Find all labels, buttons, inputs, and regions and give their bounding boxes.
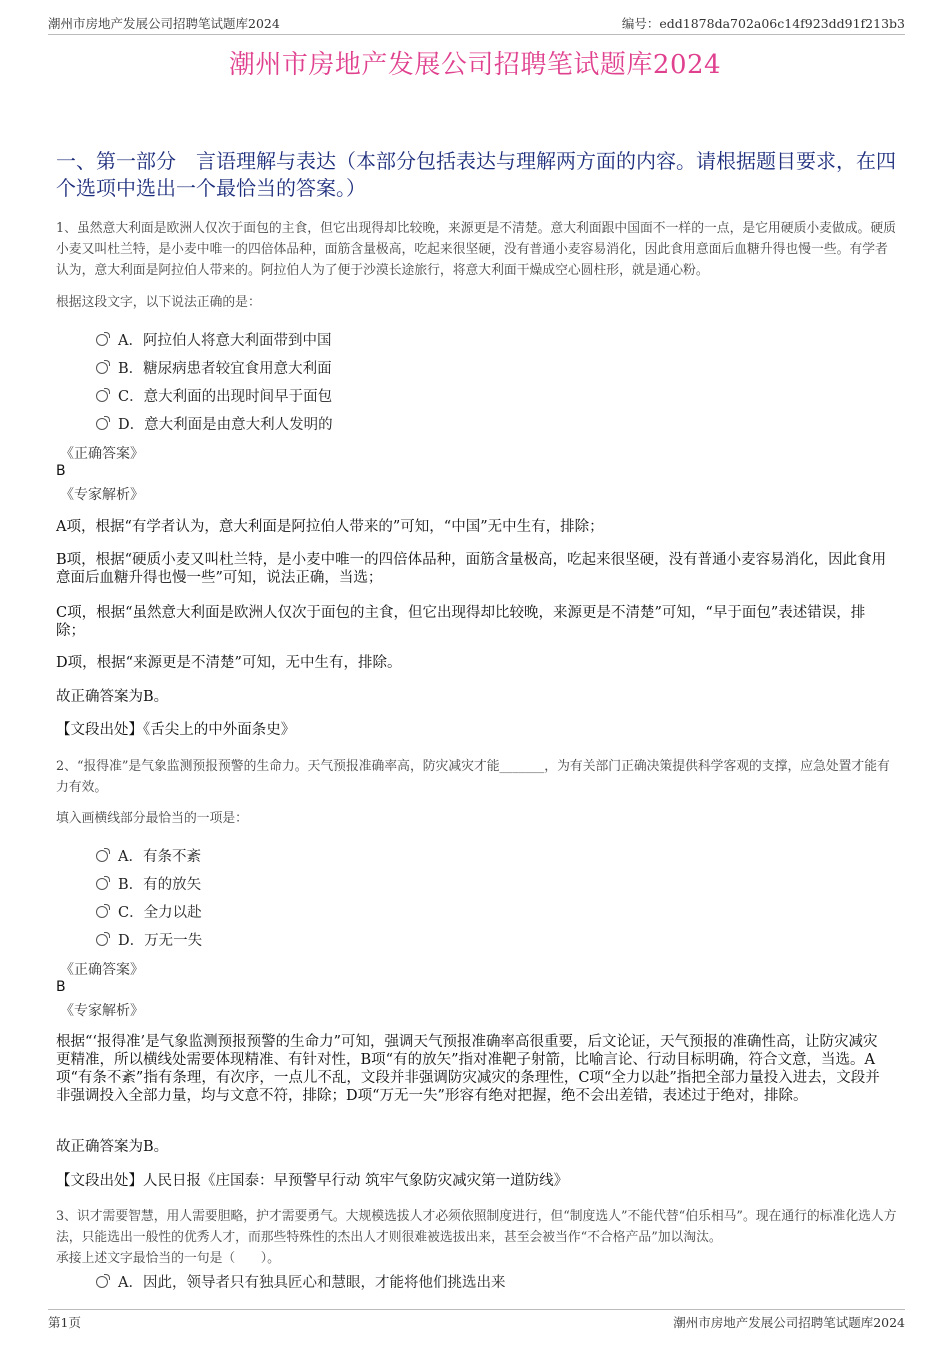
q1-analysis-a: A项，根据“有学者认为，意大利面是阿拉伯人带来的”可知，“中国”无中生有，排除； <box>56 519 604 535</box>
q1-source: 【文段出处】《舌尖上的中外面条史》 <box>56 722 296 738</box>
q1-analysis-label: 《专家解析》 <box>60 487 144 503</box>
radio-icon[interactable] <box>96 906 108 918</box>
header-doc-id: 编号：edd1878da702a06c14f923dd91f213b3 <box>621 16 905 31</box>
header-divider <box>48 34 905 35</box>
radio-icon[interactable] <box>96 334 108 346</box>
q2-analysis-label: 《专家解析》 <box>60 1003 144 1019</box>
section-heading: 一、第一部分 言语理解与表达（本部分包括表达与理解两方面的内容。请根据题目要求，在四个选项中选出一个最恰当的答案。） <box>56 149 896 200</box>
radio-icon[interactable] <box>96 362 108 374</box>
q2-conclusion: 故正确答案为B。 <box>56 1139 169 1155</box>
q1-answer-label: 《正确答案》 <box>60 446 144 462</box>
radio-icon[interactable] <box>96 390 108 402</box>
page-number: 第1页 <box>48 1315 81 1330</box>
radio-icon[interactable] <box>96 1276 108 1288</box>
q2-answer: B <box>56 979 66 995</box>
q1-conclusion: 故正确答案为B。 <box>56 689 169 705</box>
q2-source: 【文段出处】人民日报《庄国泰：早预警早行动 筑牢气象防灾减灾第一道防线》 <box>56 1173 569 1189</box>
radio-icon[interactable] <box>96 878 108 890</box>
page-header <box>48 14 905 34</box>
q1-answer: B <box>56 463 66 479</box>
q1-prompt: 根据这段文字，以下说法正确的是： <box>56 295 261 310</box>
q2-answer-label: 《正确答案》 <box>60 962 144 978</box>
q1-analysis-b: B项，根据“硬质小麦又叫杜兰特，是小麦中唯一的四倍体品种，面筋含量极高，吃起来很坚硬，没有普通小麦容易消化，因此食用意面后血糖升得也慢一些”可知，说法正确，当选； <box>56 552 887 586</box>
q1-analysis-d: D项，根据“来源更是不清楚”可知，无中生有，排除。 <box>56 655 402 671</box>
q1-stem: 1、虽然意大利面是欧洲人仅次于面包的主食，但它出现得却比较晚，来源更是不清楚。意大利面跟中国面不一样的一点，是它用硬质小麦做成。硬质小麦又叫杜兰特，是小麦中唯一的四倍体品种，面筋含量极高，吃起来很坚硬，没有普通小麦容易消化，因此食用意面后血糖升得也慢一些。有学者认为，意大利面是阿拉伯人带来的。阿拉伯人为了便于沙漠长途旅行，将意大利面干燥成空心圆柱形，就是通心粉。 <box>56 221 896 278</box>
radio-icon[interactable] <box>96 850 108 862</box>
header-doc-name: 潮州市房地产发展公司招聘笔试题库2024 <box>48 16 280 31</box>
footer-doc-name: 潮州市房地产发展公司招聘笔试题库2024 <box>673 1315 905 1330</box>
q2-prompt: 填入画横线部分最恰当的一项是： <box>56 811 248 826</box>
footer-divider <box>48 1309 905 1310</box>
q2-analysis: 根据“‘报得准’是气象监测预报预警的生命力”可知，强调天气预报准确率高很重要，后文论证，天气预报的准确性高，让防灾减灾更精准，所以横线处需要体现精准、有针对性，B项“有的放矢”指对准靶子射箭，比喻言论、行动目标明确，符合文意，当选。A项“有条不紊”指有条理，有次序，一点儿不乱，文段并非强调防灾减灾的条理性，C项“全力以赴”指把全部力量投入进去，文段并非强调投入全部力量，均与文意不符，排除；D项“万无一失”形容有绝对把握，绝不会出差错，表述过于绝对，排除。 <box>56 1034 880 1104</box>
q2-stem: 2、“报得准”是气象监测预报预警的生命力。天气预报准确率高，防灾减灾才能_______，为有关部门正确决策提供科学客观的支撑，应急处置才能有力有效。 <box>56 759 890 795</box>
q3-prompt: 承接上述文字最恰当的一句是（ ）。 <box>56 1251 280 1266</box>
q1-analysis-c: C项，根据“虽然意大利面是欧洲人仅次于面包的主食，但它出现得却比较晚，来源更是不清楚”可知，“早于面包”表述错误，排除； <box>56 605 866 639</box>
q3-stem: 3、识才需要智慧，用人需要胆略，护才需要勇气。大规模选拔人才必须依照制度进行，但“制度选人”不能代替“伯乐相马”。现在通行的标准化选人方法，只能选出一般性的优秀人才，而那些特殊性的杰出人才则很难被选拔出来，甚至会被当作“不合格产品”加以淘汰。 <box>56 1209 897 1245</box>
document-title: 潮州市房地产发展公司招聘笔试题库2024 <box>228 50 722 80</box>
radio-icon[interactable] <box>96 418 108 430</box>
radio-icon[interactable] <box>96 934 108 946</box>
